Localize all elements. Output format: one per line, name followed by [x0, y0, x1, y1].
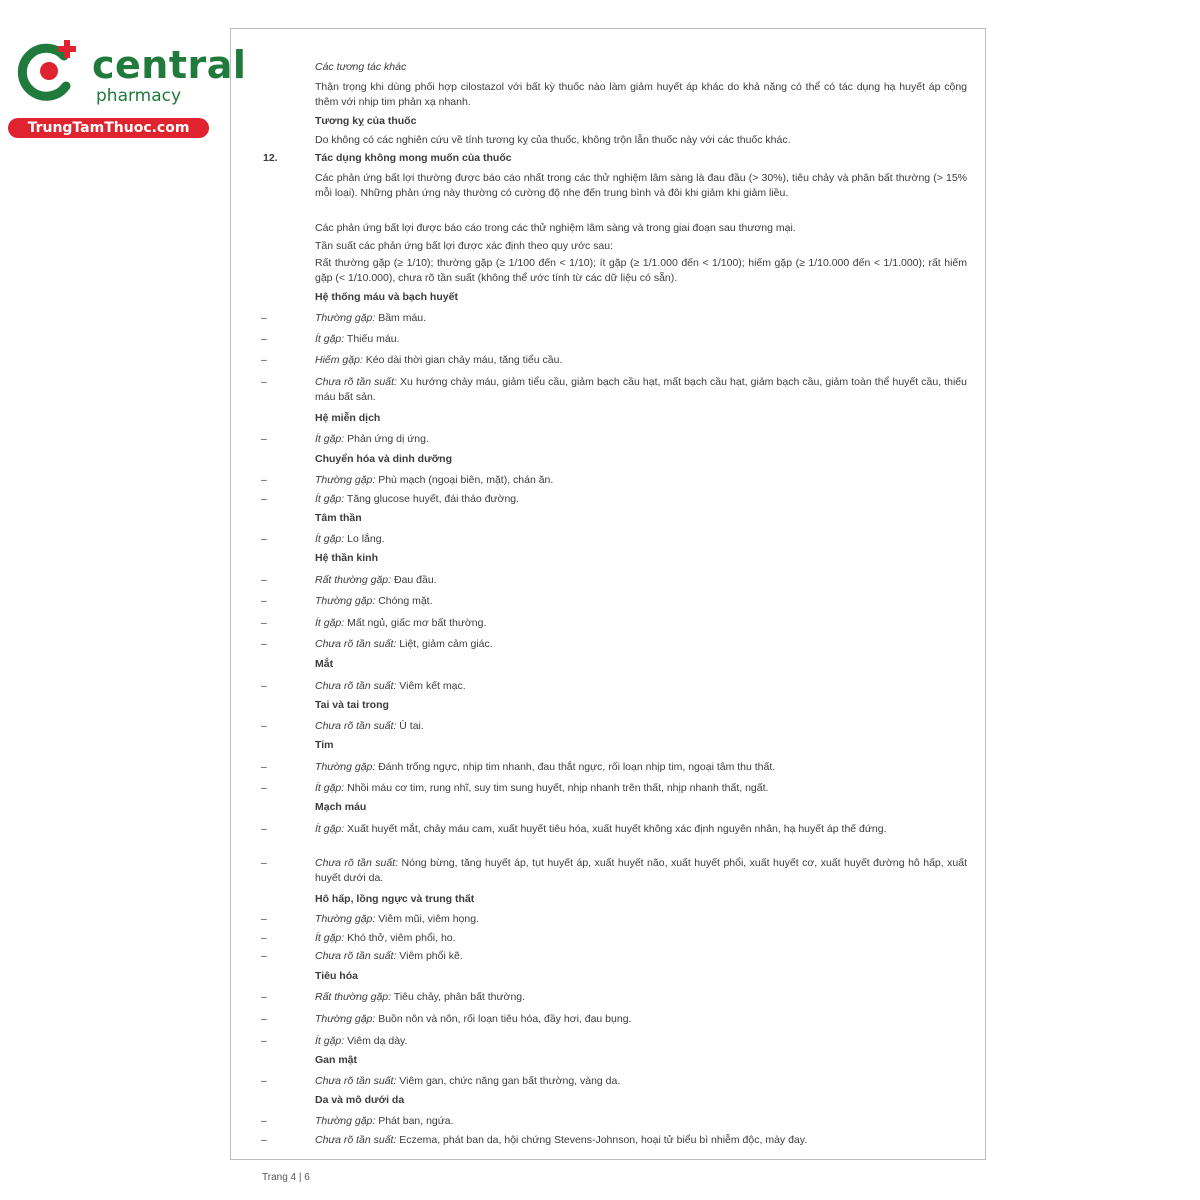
list-item — [315, 760, 967, 775]
group-heading: Tim — [315, 739, 334, 751]
list-bullet: – — [261, 1115, 267, 1127]
list-bullet: – — [261, 354, 267, 366]
page-content — [231, 29, 985, 1159]
logo-subtitle: pharmacy — [96, 86, 182, 106]
list-item — [315, 353, 967, 368]
group-heading: Da và mô dưới da — [315, 1094, 405, 1106]
interactions-heading: Các tương tác khác — [315, 61, 407, 73]
frequency-label: Thường gặp: — [315, 761, 376, 773]
list-bullet: – — [261, 474, 267, 486]
list-item — [315, 616, 967, 631]
list-item — [315, 1074, 967, 1089]
frequency-label: Chưa rõ tần suất: — [315, 857, 399, 869]
list-item — [315, 532, 967, 547]
reaction-text: Phù mạch (ngoại biên, mặt), chán ăn. — [375, 474, 554, 486]
group-heading: Hô hấp, lồng ngực và trung thất — [315, 893, 475, 905]
list-item — [315, 473, 967, 488]
frequency-label: Chưa rõ tần suất: — [315, 950, 397, 962]
reaction-text: Liệt, giảm cảm giác. — [396, 638, 493, 650]
frequency-label: Thường gặp: — [315, 312, 376, 324]
logo-banner: TrungTamThuoc.com — [8, 118, 209, 138]
incompatibility-heading: Tương kỵ của thuốc — [315, 115, 417, 127]
reaction-text: Phát ban, ngứa. — [375, 1115, 454, 1127]
list-bullet: – — [261, 782, 267, 794]
logo-mark-icon — [14, 36, 84, 106]
reaction-text: Tiêu chảy, phân bất thường. — [391, 991, 526, 1003]
frequency-label: Rất thường gặp: — [315, 574, 392, 586]
reaction-text: Lo lắng. — [344, 533, 385, 545]
list-item — [315, 332, 967, 347]
reaction-text: Viêm mũi, viêm họng. — [375, 913, 479, 925]
section-number: 12. — [263, 152, 278, 164]
intro-paragraph: Các phản ứng bất lợi thường được báo cáo nhất trong các thử nghiệm lâm sàng là đau đầu (> 30%), tiêu chảy và phân bất thường (> 15% mỗi loại). Những phản ứng này thường có cường độ nhẹ đến trung bình và đôi khi giảm khi giảm liều. — [315, 172, 967, 199]
list-item — [315, 1012, 967, 1027]
frequency-label: Rất thường gặp: — [315, 991, 392, 1003]
document-page — [230, 28, 986, 1160]
group-heading: Mắt — [315, 658, 334, 670]
reports-paragraph: Các phản ứng bất lợi được báo cáo trong các thử nghiệm lâm sàng và trong giai đoạn sau thương mại. — [315, 222, 796, 234]
list-bullet: – — [261, 1035, 267, 1047]
list-bullet: – — [261, 376, 267, 388]
list-bullet: – — [261, 680, 267, 692]
list-bullet: – — [261, 533, 267, 545]
reaction-text: Ù tai. — [396, 720, 424, 732]
list-item — [315, 637, 967, 652]
reaction-text: Phản ứng dị ứng. — [344, 433, 429, 445]
reaction-text: Xuất huyết mắt, chảy máu cam, xuất huyết tiêu hóa, xuất huyết không xác định nguyên nhân, hạ huyết áp thế đứng. — [344, 823, 887, 835]
incompatibility-text: Do không có các nghiên cứu về tính tương kỵ của thuốc, không trộn lẫn thuốc này với các thuốc khác. — [315, 134, 791, 146]
group-heading: Gan mật — [315, 1054, 358, 1066]
reaction-text: Đau đầu. — [391, 574, 437, 586]
frequency-intro: Tần suất các phản ứng bất lợi được xác định theo quy ước sau: — [315, 240, 613, 252]
list-item — [315, 912, 967, 927]
reaction-text: Mất ngủ, giấc mơ bất thường. — [344, 617, 487, 629]
frequency-label: Thường gặp: — [315, 595, 376, 607]
frequency-label: Ít gặp: — [315, 823, 345, 835]
reaction-text: Tăng glucose huyết, đái tháo đường. — [344, 493, 520, 505]
list-bullet: – — [261, 823, 267, 835]
frequency-label: Ít gặp: — [315, 617, 345, 629]
frequency-label: Thường gặp: — [315, 1013, 376, 1025]
list-bullet: – — [261, 433, 267, 445]
reaction-text: Viêm dạ dày. — [344, 1035, 408, 1047]
list-bullet: – — [261, 991, 267, 1003]
list-bullet: – — [261, 1075, 267, 1087]
frequency-label: Chưa rõ tần suất: — [315, 1075, 397, 1087]
list-item — [315, 931, 967, 946]
list-item — [315, 990, 967, 1005]
list-bullet: – — [261, 950, 267, 962]
frequency-label: Ít gặp: — [315, 333, 345, 345]
group-heading: Mạch máu — [315, 801, 367, 813]
group-heading: Hệ thống máu và bạch huyết — [315, 291, 458, 303]
group-heading: Tiêu hóa — [315, 970, 358, 982]
frequency-label: Chưa rõ tần suất: — [315, 720, 397, 732]
frequency-label: Ít gặp: — [315, 782, 345, 794]
group-heading: Hệ thần kinh — [315, 552, 379, 564]
list-item — [315, 1034, 967, 1049]
list-item — [315, 949, 967, 964]
list-bullet: – — [261, 913, 267, 925]
frequency-label: Chưa rõ tần suất: — [315, 680, 397, 692]
reaction-text: Xu hướng chảy máu, giảm tiểu cầu, giảm bạch cầu hạt, mất bạch cầu hạt, giảm bạch cầu, giảm toàn thể huyết cầu, thiếu máu bất sản. — [315, 376, 967, 403]
list-item — [315, 594, 967, 609]
list-item — [315, 856, 967, 886]
reaction-text: Eczema, phát ban da, hội chứng Stevens-Johnson, hoại tử biểu bì nhiễm độc, mày đay. — [396, 1134, 808, 1146]
logo-name: central — [92, 43, 247, 87]
list-bullet: – — [261, 761, 267, 773]
list-item — [315, 679, 967, 694]
list-item — [315, 822, 967, 837]
list-item — [315, 311, 967, 326]
page-number: Trang 4 | 6 — [262, 1172, 310, 1183]
list-bullet: – — [261, 312, 267, 324]
section-title: Tác dụng không mong muốn của thuốc — [315, 152, 512, 164]
frequency-label: Chưa rõ tần suất: — [315, 638, 397, 650]
list-bullet: – — [261, 617, 267, 629]
reaction-text: Viêm phổi kẽ. — [396, 950, 463, 962]
reaction-text: Nhồi máu cơ tim, rung nhĩ, suy tim sung huyết, nhịp nhanh trên thất, nhịp nhanh thất, ngất. — [344, 782, 769, 794]
list-item — [315, 1114, 967, 1129]
reaction-text: Buồn nôn và nôn, rối loạn tiêu hóa, đầy hơi, đau bụng. — [375, 1013, 632, 1025]
frequency-label: Ít gặp: — [315, 433, 345, 445]
list-item — [315, 719, 967, 734]
frequency-label: Hiếm gặp: — [315, 354, 363, 366]
list-item — [315, 781, 967, 796]
reaction-text: Bầm máu. — [375, 312, 427, 324]
reaction-text: Kéo dài thời gian chảy máu, tăng tiểu cầu. — [362, 354, 563, 366]
list-item — [315, 1133, 967, 1148]
list-bullet: – — [261, 493, 267, 505]
interactions-text: Thận trọng khi dùng phối hợp cilostazol với bất kỳ thuốc nào làm giảm huyết áp khác do khả năng có thể có tác dụng hạ huyết áp cộng thêm với nhịp tim phản xạ nhanh. — [315, 81, 967, 108]
pharmacy-logo — [8, 36, 247, 136]
list-bullet: – — [261, 574, 267, 586]
frequency-label: Ít gặp: — [315, 932, 345, 944]
group-heading: Tâm thần — [315, 512, 362, 524]
frequency-label: Chưa rõ tần suất: — [315, 1134, 397, 1146]
group-heading: Chuyển hóa và dinh dưỡng — [315, 453, 452, 465]
list-item — [315, 375, 967, 405]
reaction-text: Thiếu máu. — [344, 333, 400, 345]
reaction-text: Nóng bừng, tăng huyết áp, tụt huyết áp, xuất huyết não, xuất huyết phổi, xuất huyết cơ, xuất huyết đường hô hấp, xuất huyết dưới da. — [315, 857, 967, 884]
list-bullet: – — [261, 595, 267, 607]
list-bullet: – — [261, 857, 267, 869]
reaction-text: Khó thở, viêm phổi, ho. — [344, 932, 456, 944]
frequency-label: Ít gặp: — [315, 1035, 345, 1047]
list-bullet: – — [261, 932, 267, 944]
list-bullet: – — [261, 333, 267, 345]
group-heading: Tai và tai trong — [315, 699, 389, 711]
list-item — [315, 492, 967, 507]
list-bullet: – — [261, 1013, 267, 1025]
frequency-label: Thường gặp: — [315, 1115, 376, 1127]
list-bullet: – — [261, 638, 267, 650]
frequency-label: Ít gặp: — [315, 493, 345, 505]
frequency-label: Ít gặp: — [315, 533, 345, 545]
frequency-label: Thường gặp: — [315, 474, 376, 486]
frequency-label: Chưa rõ tần suất: — [315, 376, 397, 388]
reaction-text: Đánh trống ngực, nhịp tim nhanh, đau thắt ngực, rối loạn nhịp tim, ngoại tâm thu thất. — [375, 761, 776, 773]
reaction-text: Chóng mặt. — [375, 595, 433, 607]
list-item — [315, 573, 967, 588]
list-item — [315, 432, 967, 447]
reaction-text: Viêm kết mạc. — [396, 680, 466, 692]
frequency-label: Thường gặp: — [315, 913, 376, 925]
frequency-definitions: Rất thường gặp (≥ 1/10); thường gặp (≥ 1/100 đến < 1/10); ít gặp (≥ 1/1.000 đến < 1/100); hiếm gặp (≥ 1/10.000 đến < 1/1.000); rất hiếm gặp (< 1/10.000), chưa rõ tần suất (không thể ước tính từ các dữ liệu có sẵn). — [315, 257, 967, 284]
reaction-text: Viêm gan, chức năng gan bất thường, vàng da. — [396, 1075, 621, 1087]
list-bullet: – — [261, 1134, 267, 1146]
list-bullet: – — [261, 720, 267, 732]
group-heading: Hệ miễn dịch — [315, 412, 381, 424]
